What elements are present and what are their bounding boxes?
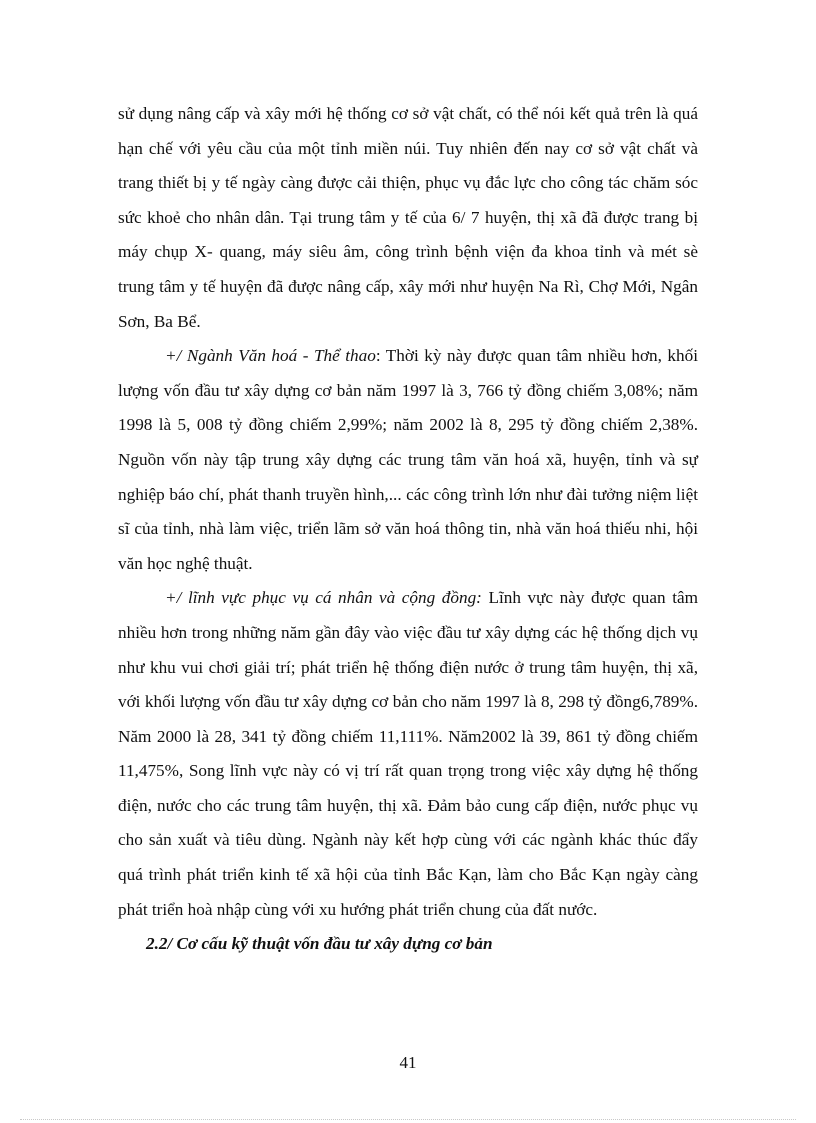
paragraph-health-facilities [118,97,698,339]
page-number: 41 [399,1053,417,1072]
paragraph-culture-sports [118,339,698,581]
paragraph-text: sử dụng nâng cấp và xây mới hệ thống cơ sở vật chất, có thể nói kết quả trên là quá hạn chế với yêu cầu của một tỉnh miền núi. Tuy nhiên đến nay cơ sở vật chất và trang thiết bị y tế ngày càng được cải thiện, phục vụ đắc lực cho công tác chăm sóc sức khoẻ cho nhân dân. Tại trung tâm y tế của 6/ 7 huyện, thị xã đã được trang bị máy chụp X- quang, máy siêu âm, công trình bệnh viện đa khoa tỉnh và mét sè trung tâm y tế huyện đã được nâng cấp, xây mới như huyện Na Rì, Chợ Mới, Ngân Sơn, Ba Bể. [118,104,698,331]
section-term-community-services: +/ lĩnh vực phục vụ cá nhân và cộng đồng: [165,588,482,608]
document-page [118,97,698,962]
section-term-culture-sports: +/ Ngành Văn hoá - Thể thao [165,346,376,366]
section-heading: 2.2/ Cơ cấu kỹ thuật vốn đầu tư xây dựng cơ bản [146,934,493,954]
paragraph-text: : Thời kỳ này được quan tâm nhiều hơn, khối lượng vốn đầu tư xây dựng cơ bản năm 1997 là 3, 766 tỷ đồng chiếm 3,08%; năm 1998 là 5, 008 tỷ đồng chiếm 2,99%; năm 2002 là 8, 295 tỷ đồng chiếm 2,38%. Nguồn vốn này tập trung xây dựng các trung tâm văn hoá xã, huyện, tỉnh và sự nghiệp báo chí, phát thanh truyền hình,... các công trình lớn như đài tưởng niệm liệt sĩ của tỉnh, nhà làm việc, triển lãm sở văn hoá thông tin, nhà văn hoá thiếu nhi, hội văn học nghệ thuật. [118,346,698,573]
footer-divider [20,1119,796,1120]
paragraph-text: Lĩnh vực này được quan tâm nhiều hơn trong những năm gần đây vào việc đầu tư xây dựng các hệ thống dịch vụ như khu vui chơi giải trí; phát triển hệ thống điện nước ở trung tâm huyện, thị xã, với khối lượng vốn đầu tư xây dựng cơ bản cho năm 1997 là 8, 298 tỷ đồng6,789%. Năm 2000 là 28, 341 tỷ đồng chiếm 11,111%. Năm2002 là 39, 861 tỷ đồng chiếm 11,475%, Song lĩnh vực này có vị trí rất quan trọng trong việc xây dựng hệ thống điện, nước cho các trung tâm huyện, thị xã. Đảm bảo cung cấp điện, nước phục vụ cho sản xuất và tiêu dùng. Ngành này kết hợp cùng với các ngành khác thúc đẩy quá trình phát triển kinh tế xã hội của tỉnh Bắc Kạn, làm cho Bắc Kạn ngày càng phát triển hoà nhập cùng với xu hướng phát triển chung của đất nước. [118,588,698,919]
paragraph-community-services [118,581,698,927]
